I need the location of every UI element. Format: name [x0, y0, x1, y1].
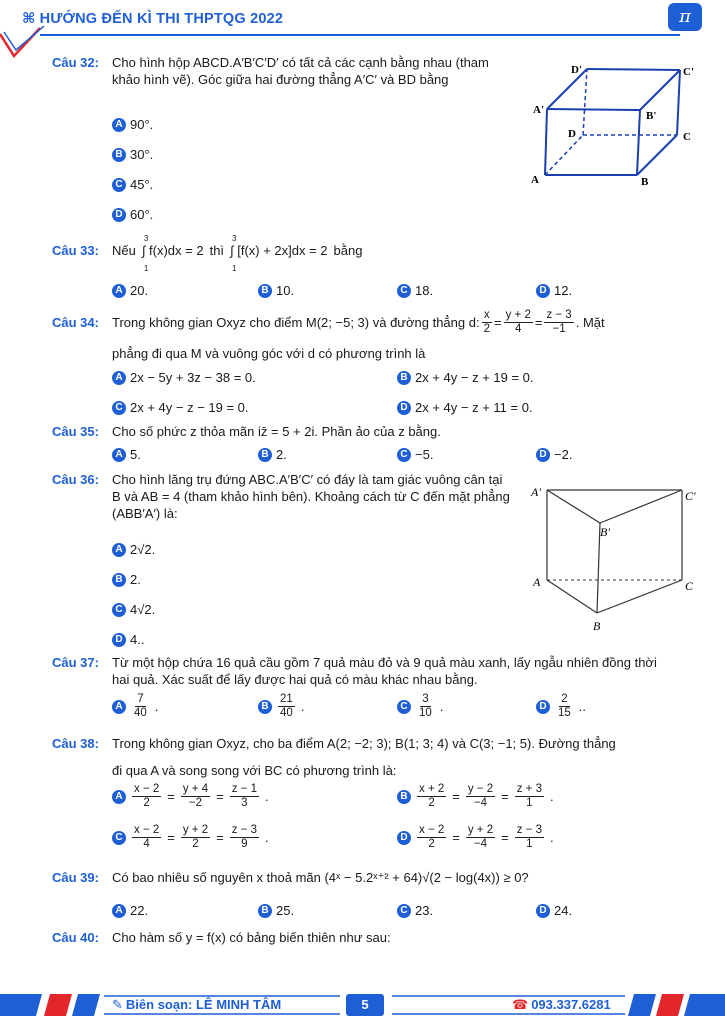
option-d[interactable]: D 4..: [112, 632, 144, 647]
header-swoosh-icon: [0, 26, 60, 66]
pen-icon: ✎: [112, 997, 123, 1012]
option-a[interactable]: A 5.: [112, 447, 141, 462]
question-33: Câu 33: Nếu 3 1 ∫ f(x)dx = 2 thì 3 1 ∫ [f(x) + 2x]dx = 2 bằng: [52, 234, 363, 273]
vertex-label: B': [600, 525, 610, 539]
option-a[interactable]: A 2x − 5y + 3z − 38 = 0.: [112, 370, 256, 385]
option-a[interactable]: A 2√2.: [112, 542, 155, 557]
question-text: Trong không gian Oxyz, cho ba điểm A(2; −2; 3); B(1; 3; 4) và C(3; −1; 5). Đường thẳng: [112, 736, 616, 751]
vertex-label: A': [531, 485, 541, 499]
vertex-label: D': [571, 64, 582, 76]
option-d[interactable]: D 2x + 4y − z + 11 = 0.: [397, 400, 533, 415]
vertex-label: A: [533, 575, 541, 589]
vertex-label: B: [641, 176, 649, 188]
option-c[interactable]: C 45°.: [112, 177, 153, 192]
question-text: đi qua A và song song với BC có phương trình là:: [112, 763, 397, 778]
question-label: Câu 40:: [52, 930, 99, 945]
phone-icon: ☎: [512, 997, 529, 1012]
question-37: [52, 654, 677, 688]
option-d[interactable]: D 24.: [536, 903, 572, 918]
option-d[interactable]: D 60°.: [112, 207, 153, 222]
question-label: Câu 33:: [52, 243, 99, 258]
option-d[interactable]: D −2.: [536, 447, 572, 462]
option-c[interactable]: C 23.: [397, 903, 433, 918]
option-a[interactable]: A 20.: [112, 283, 148, 298]
integral-1: 3 1 ∫ f(x)dx = 2: [141, 234, 204, 273]
option-c[interactable]: C 18.: [397, 283, 433, 298]
question-32: [52, 54, 512, 88]
question-text: Cho số phức z thỏa mãn iz̄ = 5 + 2i. Phần ảo của z bằng.: [112, 424, 441, 439]
question-label: Câu 34:: [52, 315, 99, 330]
option-c[interactable]: C −5.: [397, 447, 433, 462]
option-b[interactable]: B 30°.: [112, 147, 153, 162]
question-text: Cho hàm số y = f(x) có bảng biến thiên như sau:: [112, 930, 391, 945]
question-text: Có bao nhiêu số nguyên x thoả mãn (4ˣ − 5.2ˣ⁺² + 64)√(2 − log(4x)) ≥ 0?: [112, 870, 529, 885]
question-35: [52, 423, 441, 440]
option-a[interactable]: A 22.: [112, 903, 148, 918]
option-b[interactable]: B 2x + 4y − z + 19 = 0.: [397, 370, 534, 385]
prism-figure: [525, 478, 715, 638]
question-label: Câu 36:: [52, 472, 99, 487]
option-b[interactable]: B 10.: [258, 283, 294, 298]
option-d[interactable]: D $\frac{2}{15}$ ..: [536, 693, 586, 720]
footer-phone: ☎ 093.337.6281: [512, 997, 611, 1012]
question-label: Câu 37:: [52, 655, 99, 670]
option-b[interactable]: B 25.: [258, 903, 294, 918]
vertex-label: B': [646, 110, 657, 122]
question-label: Câu 39:: [52, 870, 99, 885]
question-34: Câu 34: Trong không gian Oxyz cho điểm M(2; −5; 3) và đường thẳng d: $\frac{x}{2}$ = $\frac{y + 2}{4}$ = $\frac{z - 3}{-1}$ . Mặt: [52, 309, 605, 335]
option-b[interactable]: B 2.: [258, 447, 287, 462]
vertex-label: C: [685, 579, 694, 593]
vertex-label: A: [531, 174, 539, 186]
integral-2: 3 1 ∫ [f(x) + 2x]dx = 2: [230, 234, 328, 273]
question-text: phẳng đi qua M và vuông góc với d có phương trình là: [112, 346, 426, 361]
parallelepiped-figure: [525, 55, 715, 190]
question-label: Câu 32:: [52, 55, 99, 70]
header-rule: [40, 34, 680, 36]
question-40: [52, 929, 391, 946]
option-a[interactable]: A $\frac{7}{40}$ .: [112, 693, 158, 720]
option-b[interactable]: B 2.: [112, 572, 141, 587]
vertex-label: D: [568, 128, 576, 140]
option-a[interactable]: A $\frac{x - 2}{2}$ = $\frac{y + 4}{-2}$ = $\frac{z - 1}{3}$ .: [112, 783, 269, 810]
vertex-label: B: [593, 619, 601, 633]
option-c[interactable]: C 2x + 4y − z − 19 = 0.: [112, 400, 249, 415]
page-number: 5: [346, 994, 384, 1016]
vertex-label: C: [683, 131, 691, 143]
question-label: Câu 35:: [52, 424, 99, 439]
option-c[interactable]: C 4√2.: [112, 602, 155, 617]
option-d[interactable]: D $\frac{x - 2}{2}$ = $\frac{y + 2}{-4}$ = $\frac{z - 3}{1}$ .: [397, 824, 554, 851]
pi-logo-icon: π: [668, 3, 702, 31]
question-39: [52, 869, 529, 886]
option-b[interactable]: B $\frac{x + 2}{2}$ = $\frac{y - 2}{-4}$ = $\frac{z + 3}{1}$ .: [397, 783, 554, 810]
option-d[interactable]: D 12.: [536, 283, 572, 298]
question-text: Cho hình lăng trụ đứng ABC.A′B′C′ có đáy là tam giác vuông cân tại B và AB = 4 (tham khảo hình bên). Khoảng cách từ C đến mặt phẳng (ABB′A′) là:: [112, 472, 510, 521]
option-c[interactable]: C $\frac{3}{10}$ .: [397, 693, 443, 720]
page-header: [0, 0, 725, 40]
vertex-label: C': [683, 66, 694, 78]
question-38: [52, 735, 616, 752]
header-title: ⌘ HƯỚNG ĐẾN KÌ THI THPTQG 2022: [22, 11, 284, 27]
option-c[interactable]: C $\frac{x - 2}{4}$ = $\frac{y + 2}{2}$ = $\frac{z - 3}{9}$ .: [112, 824, 269, 851]
vertex-label: C': [685, 489, 696, 503]
vertex-label: A': [533, 104, 544, 116]
question-text: Cho hình hộp ABCD.A′B′C′D′ có tất cả các cạnh bằng nhau (tham khảo hình vẽ). Góc giữa hai đường thẳng A′C′ và BD bằng: [112, 55, 489, 87]
footer-author: ✎ Biên soạn: LÊ MINH TÂM: [112, 997, 282, 1012]
question-36: [52, 471, 512, 522]
command-icon: ⌘: [22, 11, 36, 27]
option-a[interactable]: A 90°.: [112, 117, 153, 132]
question-label: Câu 38:: [52, 736, 99, 751]
question-text: Từ một hộp chứa 16 quả cầu gồm 7 quả màu đỏ và 9 quả màu xanh, lấy ngẫu nhiên đồng thời hai quả. Xác suất để lấy được hai quả có màu khác nhau bằng.: [112, 655, 657, 687]
option-b[interactable]: B $\frac{21}{40}$ .: [258, 693, 304, 720]
